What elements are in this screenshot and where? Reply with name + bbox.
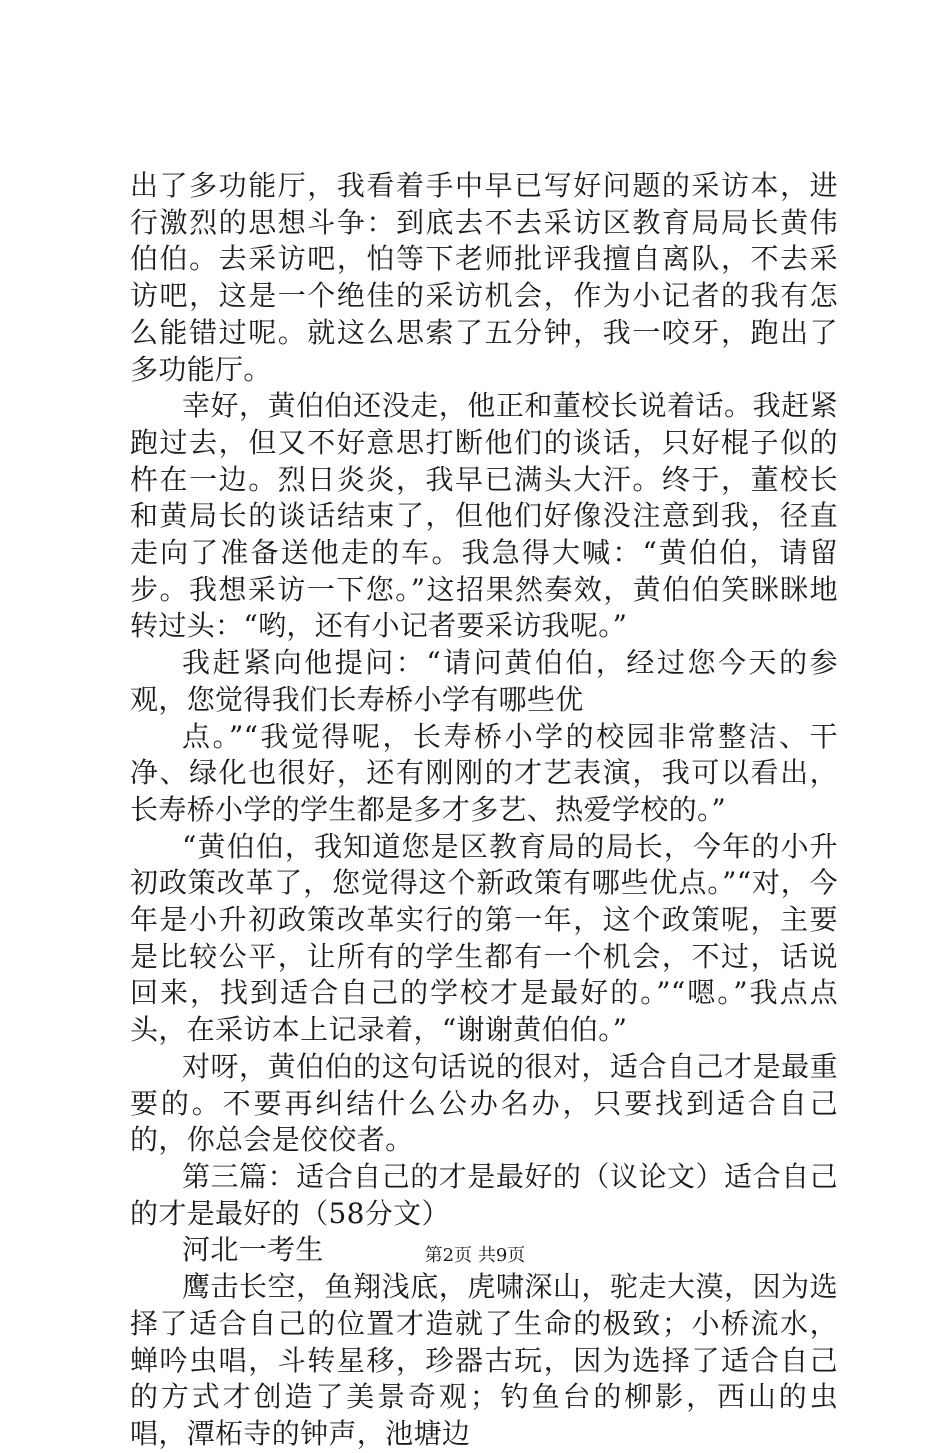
page-number-footer: 第2页 共9页 bbox=[424, 1245, 526, 1266]
paragraph: 点。”“我觉得呢，长寿桥小学的校园非常整洁、干净、绿化也很好，还有刚刚的才艺表演，我可以看出，长寿桥小学的学生都是多才多艺、热爱学校的。” bbox=[130, 719, 838, 826]
author-line: 河北一考生 bbox=[182, 1233, 324, 1267]
paragraph: 我赶紧向他提问：“请问黄伯伯，经过您今天的参观，您觉得我们长寿桥小学有哪些优 bbox=[130, 646, 838, 716]
section-heading: 第三篇：适合自己的才是最好的（议论文）适合自己的才是最好的（58分文） bbox=[130, 1159, 838, 1230]
paragraph: 对呀，黄伯伯的这句话说的很对，适合自己才是最重要的。不要再纠结什么公办名办，只要找到适合自己的，你总会是佼佼者。 bbox=[130, 1049, 838, 1157]
paragraph: “黄伯伯，我知道您是区教育局的局长，今年的小升初政策改革了，您觉得这个新政策有哪些优点。”“对，今年是小升初政策改革实行的第一年，这个政策呢，主要是比较公平，让所有的学生都有一个机会，不过，话说回来，找到适合自己的学校才是最好的。”“嗯。”我点点头，在采访本上记录着，“谢谢黄伯伯。” bbox=[130, 829, 838, 1047]
paragraph: 幸好，黄伯伯还没走，他正和董校长说着话。我赶紧跑过去，但又不好意思打断他们的谈话，只好棍子似的杵在一边。烈日炎炎，我早已满头大汗。终于，董校长和黄局长的谈话结束了，但他们好像没注意到我，径直走向了准备送他走的车。我急得大喊：“黄伯伯，请留步。我想采访一下您。”这招果然奏效，黄伯伯笑眯眯地转过头：“哟，还有小记者要采访我呢。” bbox=[130, 389, 838, 643]
paragraph: 出了多功能厅，我看着手中早已写好问题的采访本，进行激烈的思想斗争：到底去不去采访区教育局局长黄伟伯伯。去采访吧，怕等下老师批评我擅自离队，不去采访吧，这是一个绝佳的采访机会，作为小记者的我有怎么能错过呢。就这么思索了五分钟，我一咬牙，跑出了多功能厅。 bbox=[130, 169, 838, 386]
paragraph: 鹰击长空，鱼翔浅底，虎啸深山，驼走大漠，因为选择了适合自己的位置才造就了生命的极致；小桥流水，蝉吟虫唱，斗转星移，珍器古玩，因为选择了适合自己的方式才创造了美景奇观；钓鱼台的柳影，西山的虫唱，潭柘寺的钟声，池塘边 bbox=[130, 1270, 838, 1450]
